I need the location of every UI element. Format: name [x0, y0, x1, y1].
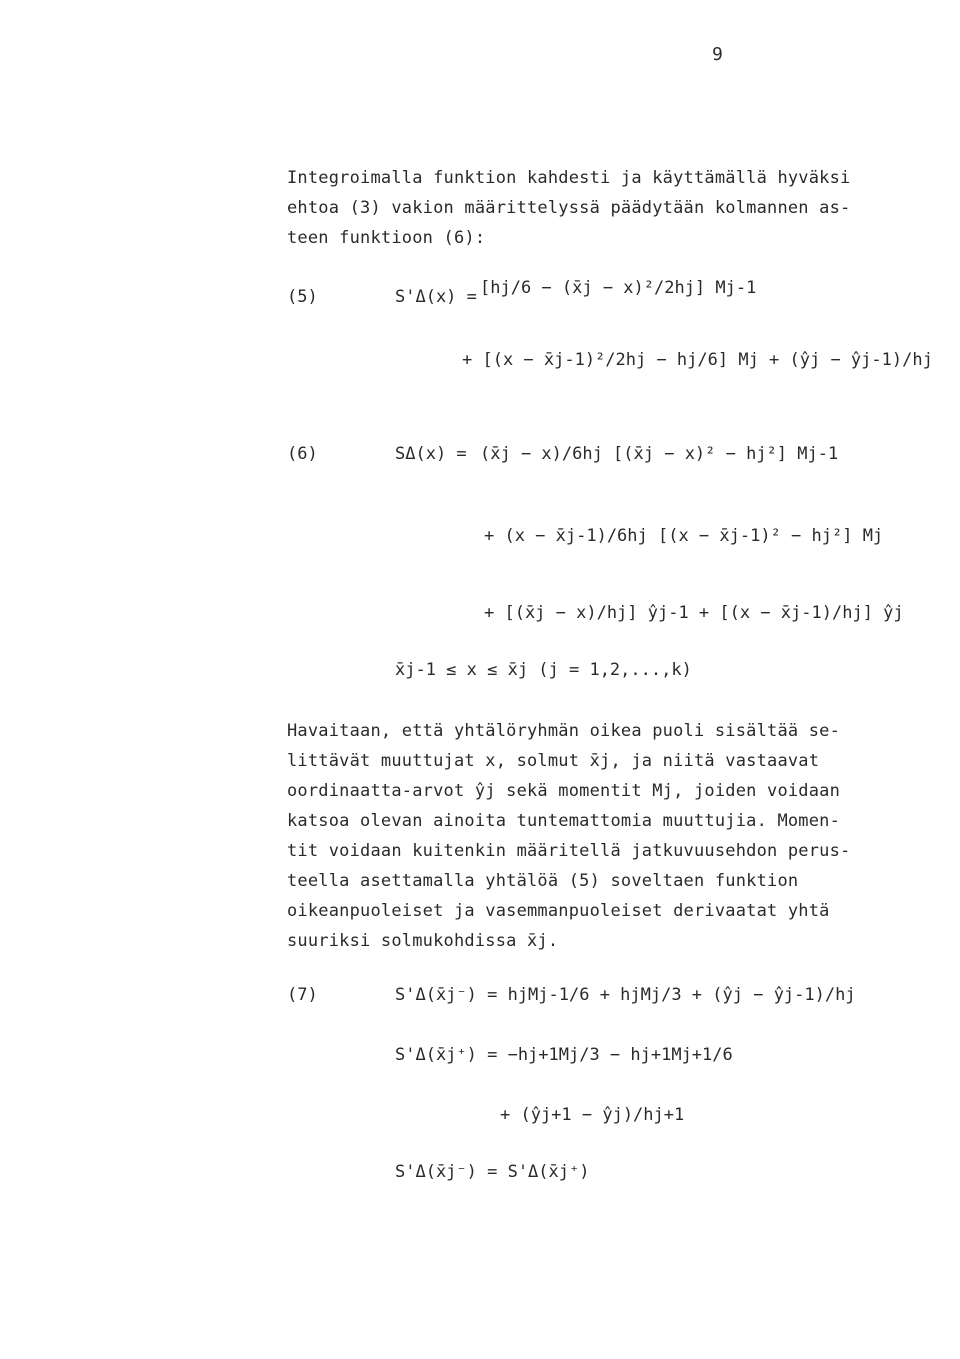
eq5-label: (5)	[287, 287, 318, 307]
intro-line-1: Integroimalla funktion kahdesti ja käyttämällä hyväksi	[287, 168, 851, 188]
eq7-line-1: S'Δ(x̄j⁻) = hjMj-1/6 + hjMj/3 + (ŷj − ŷj-1)/hj	[395, 985, 856, 1005]
eq7-line-4: S'Δ(x̄j⁻) = S'Δ(x̄j⁺)	[395, 1162, 590, 1182]
eq6-line-2: + (x − x̄j-1)/6hj [(x − x̄j-1)² − hj²] Mj	[484, 526, 884, 546]
intro-line-3: teen funktioon (6):	[287, 228, 486, 248]
para2-line-8: suuriksi solmukohdissa x̄j.	[287, 931, 559, 951]
para2-line-1: Havaitaan, että yhtälöryhmän oikea puoli sisältää se-	[287, 721, 841, 741]
eq6-line-1: (x̄j − x)/6hj [(x̄j − x)² − hj²] Mj-1	[480, 444, 839, 464]
eq7-label: (7)	[287, 985, 318, 1005]
eq5-line-2: + [(x − x̄j-1)²/2hj − hj/6] Mj + (ŷj − ŷj-1)/hj	[462, 350, 933, 370]
para2-line-2: littävät muuttujat x, solmut x̄j, ja niitä vastaavat	[287, 751, 820, 771]
eq6-lhs: SΔ(x) =	[395, 444, 467, 464]
eq7-line-2: S'Δ(x̄j⁺) = −hj+1Mj/3 − hj+1Mj+1/6	[395, 1045, 733, 1065]
page-number: 9	[712, 44, 723, 65]
eq6-line-3: + [(x̄j − x)/hj] ŷj-1 + [(x − x̄j-1)/hj] ŷj	[484, 603, 904, 623]
para2-line-6: teella asettamalla yhtälöä (5) soveltaen funktion	[287, 871, 799, 891]
eq6-domain: x̄j-1 ≤ x ≤ x̄j (j = 1,2,...,k)	[395, 660, 692, 680]
para2-line-3: oordinaatta-arvot ŷj sekä momentit Mj, joiden voidaan	[287, 781, 841, 801]
eq5-lhs: S'Δ(x) =	[395, 287, 477, 307]
para2-line-4: katsoa olevan ainoita tuntemattomia muuttujia. Momen-	[287, 811, 841, 831]
eq6-label: (6)	[287, 444, 318, 464]
intro-line-2: ehtoa (3) vakion määrittelyssä päädytään kolmannen as-	[287, 198, 851, 218]
para2-line-5: tit voidaan kuitenkin määritellä jatkuvuusehdon perus-	[287, 841, 851, 861]
eq5-line-1: [hj/6 − (x̄j − x)²/2hj] Mj-1	[480, 278, 757, 298]
para2-line-7: oikeanpuoleiset ja vasemmanpuoleiset derivaatat yhtä	[287, 901, 830, 921]
eq7-line-3: + (ŷj+1 − ŷj)/hj+1	[500, 1105, 685, 1125]
